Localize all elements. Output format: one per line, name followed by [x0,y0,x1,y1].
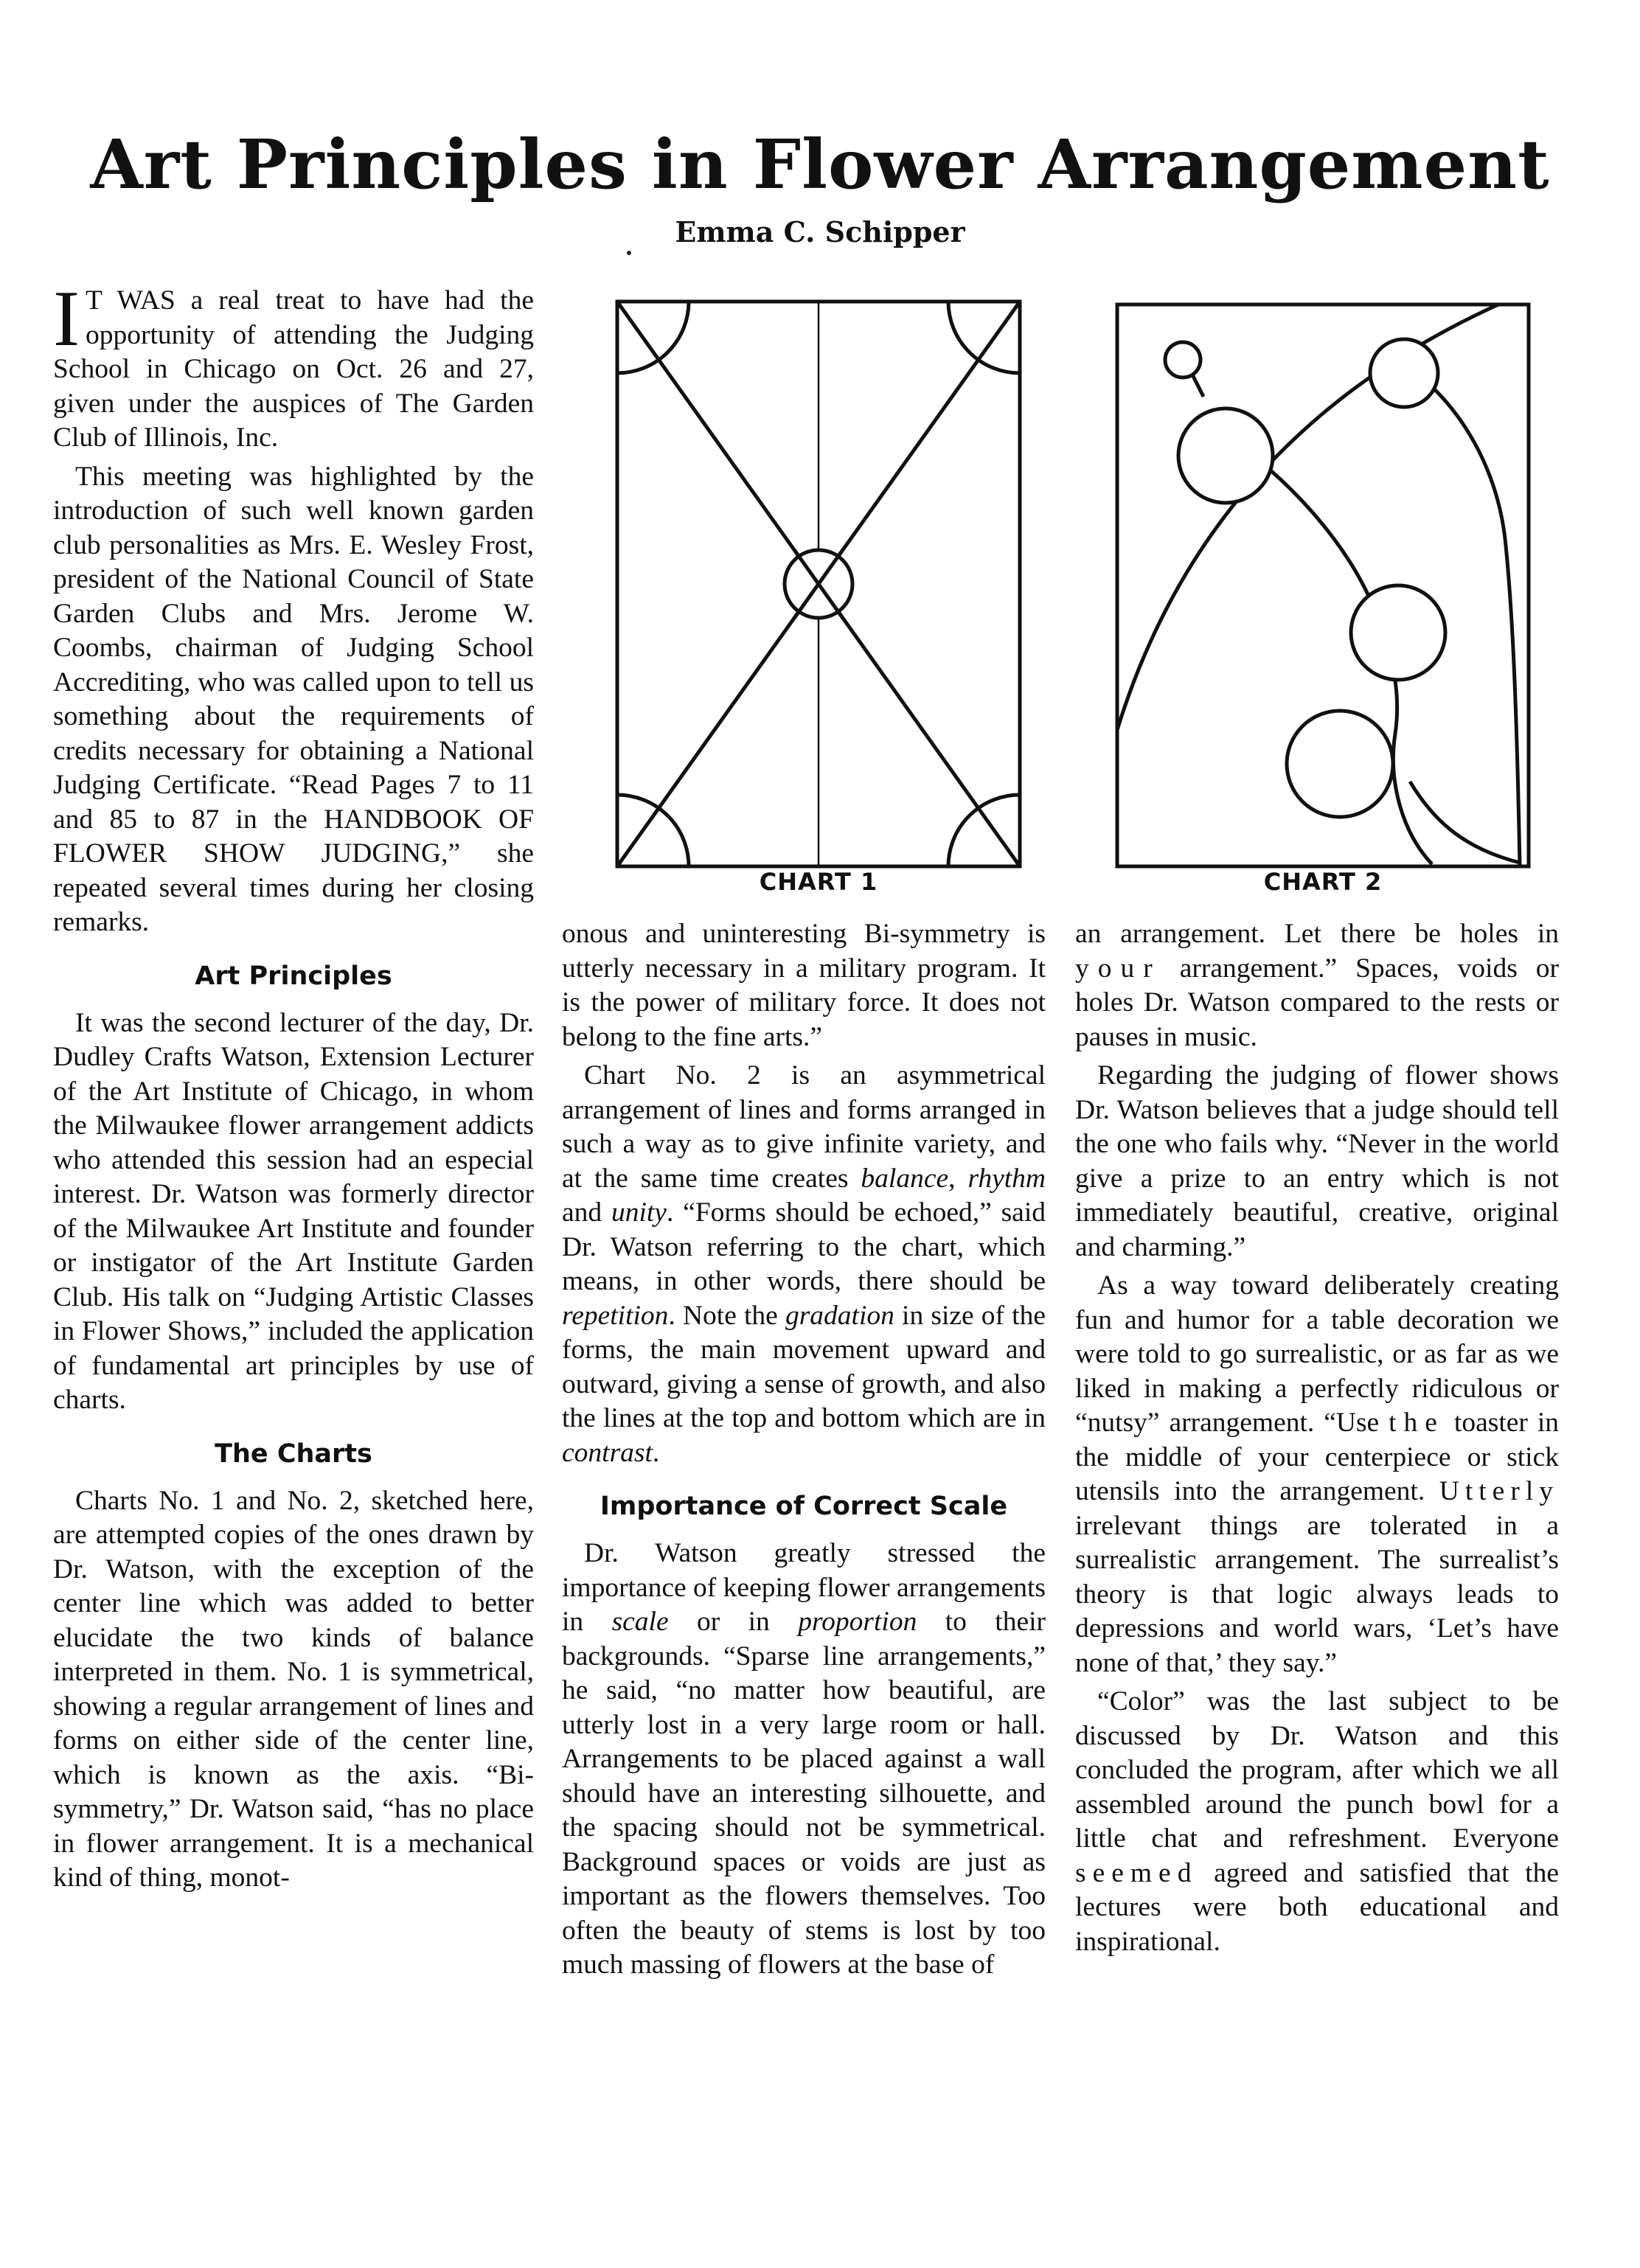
chart-1-drawing [615,299,1022,869]
paragraph: Charts No. 1 and No. 2, sketched here, are attempted copies of the ones drawn by Dr. Watson, with the exception of the center line which was added to better elucidate the two kinds of balance interpreted in them. No. 1 is symmetrical, showing a regular arrangement of lines and forms on either side of the center line, which is known as the axis. “Bi-symmetry,” Dr. Watson said, “has no place in flower arrangement. It is a mechanical kind of thing, monot- [53,1485,534,1893]
chart-1-figure [615,299,1022,869]
chart-1-caption: CHART 1 [759,868,878,896]
paragraph-intro [53,275,534,456]
paragraph: This meeting was highlighted by the introduction of such well known garden club personalities as Mrs. E. Wesley Frost, president of the National Council of State Garden Clubs and Mrs. Jerome W. Coombs, chairman of Judging School Accrediting, who was called upon to tell us something about the requirements of credits necessary for obtaining a National Judging Certificate. “Read Pages 7 to 11 and 85 to 87 in the HANDBOOK OF FLOWER SHOW JUDGING,” she repeated several times during her closing remarks. [53,461,534,937]
chart-1-arc-top-right [948,302,1020,373]
paragraph-text: T WAS a real treat to have had the opportunity of attending the Judging School in Chicago on Oct. 26 and 27, given under the auspices of The Garden Club of Illinois, Inc. [53,285,534,453]
chart-2-circle-bottom [1287,711,1393,817]
paragraph-surrealistic: As a way toward deliberately creating fun and humor for a table decoration we were told to go surrealistic, or as far as we liked in making a perfectly ridiculous or “nutsy” arrangement. “Use the toaster in the middle of your centerpiece or stick utensils into the arrangement. Utterly irrelevant things are tolerated in a surrealistic arrangement. The surrealist’s theory is that logic always leads to depressions and world wars, ‘Let’s have none of that,’ they say.” [1075,1270,1559,1678]
paragraph: It was the second lecturer of the day, Dr. Dudley Crafts Watson, Extension Lecturer of the Art Institute of Chicago, in whom the Milwaukee flower arrangement addicts who attended this session had an especial interest. Dr. Watson was formerly director of the Milwaukee Art Institute and founder or instigator of the Art Institute Garden Club. His talk on “Judging Artistic Classes in Flower Shows,” included the application of fundamental art principles by use of charts. [53,1007,534,1415]
subheading-correct-scale: Importance of Correct Scale [600,1492,1008,1521]
chart-2-caption: CHART 2 [1263,868,1383,896]
chart-2-circle-middle [1351,585,1445,680]
text-column-2 [562,917,1046,1987]
paragraph-scale: Dr. Watson greatly stressed the importance of keeping flower arrangements in scale or in proportion to their backgrounds. “Sparse line arrangements,” he said, “no matter how beautiful, are utterly lost in a very large room or hall. Arrangements to be placed against a wall should have an interesting silhouette, and the spacing should not be symmetrical. Background spaces or voids are just as important as the flowers themselves. Too often the beauty of stems is lost by too much massing of flowers at the base of [562,1538,1046,1980]
subheading-the-charts: The Charts [215,1439,372,1469]
chart-2-circle-left [1178,408,1273,503]
drop-cap: I [53,275,80,363]
author-byline: Emma C. Schipper [675,215,965,248]
paragraph-closing: “Color” was the last subject to be discussed by Dr. Watson and this concluded the program, after which we all assembled around the punch bowl for a little chat and refreshment. Everyone seemed agreed and satisfied that the lectures were both educational and inspirational. [1075,1686,1559,1957]
chart-1-arc-bottom-right [948,795,1020,866]
chart-2-figure [1115,302,1531,869]
ink-speck [627,251,631,255]
chart-2-circle-top [1370,339,1438,407]
paragraph: onous and uninteresting Bi-symmetry is utterly necessary in a military program. It is the power of military force. It does not belong to the fine arts.” [562,919,1046,1052]
article-title: Art Principles in Flower Arrangement [90,125,1550,204]
text-column-3 [1075,917,1559,1963]
paragraph-chart-2: Chart No. 2 is an asymmetrical arrangement of lines and forms arranged in such a way as to give infinite variety, and at the same time creates balance, rhythm and unity. “Forms should be echoed,” said Dr. Watson referring to the chart, which means, in other words, there should be repetition. Note the gradation in size of the forms, the main movement upward and outward, giving a sense of growth, and also the lines at the top and bottom which are in contrast. [562,1060,1046,1468]
chart-2-bottom-stroke [1410,782,1520,863]
chart-2-small-circle [1165,342,1201,378]
chart-2-drawing [1115,302,1531,869]
chart-1-arc-bottom-left [617,795,689,866]
paragraph: Regarding the judging of flower shows Dr. Watson believes that a judge should tell the one who fails why. “Never in the world give a prize to an entry which is not immediately beautiful, creative, original and charming.” [1075,1060,1559,1262]
paragraph: an arrangement. Let there be holes in your arrangement.” Spaces, voids or holes Dr. Watson compared to the rests or pauses in music. [1075,919,1559,1052]
chart-1-arc-top-left [617,302,689,373]
text-column-1 [53,275,534,1900]
subheading-art-principles: Art Principles [195,961,392,991]
